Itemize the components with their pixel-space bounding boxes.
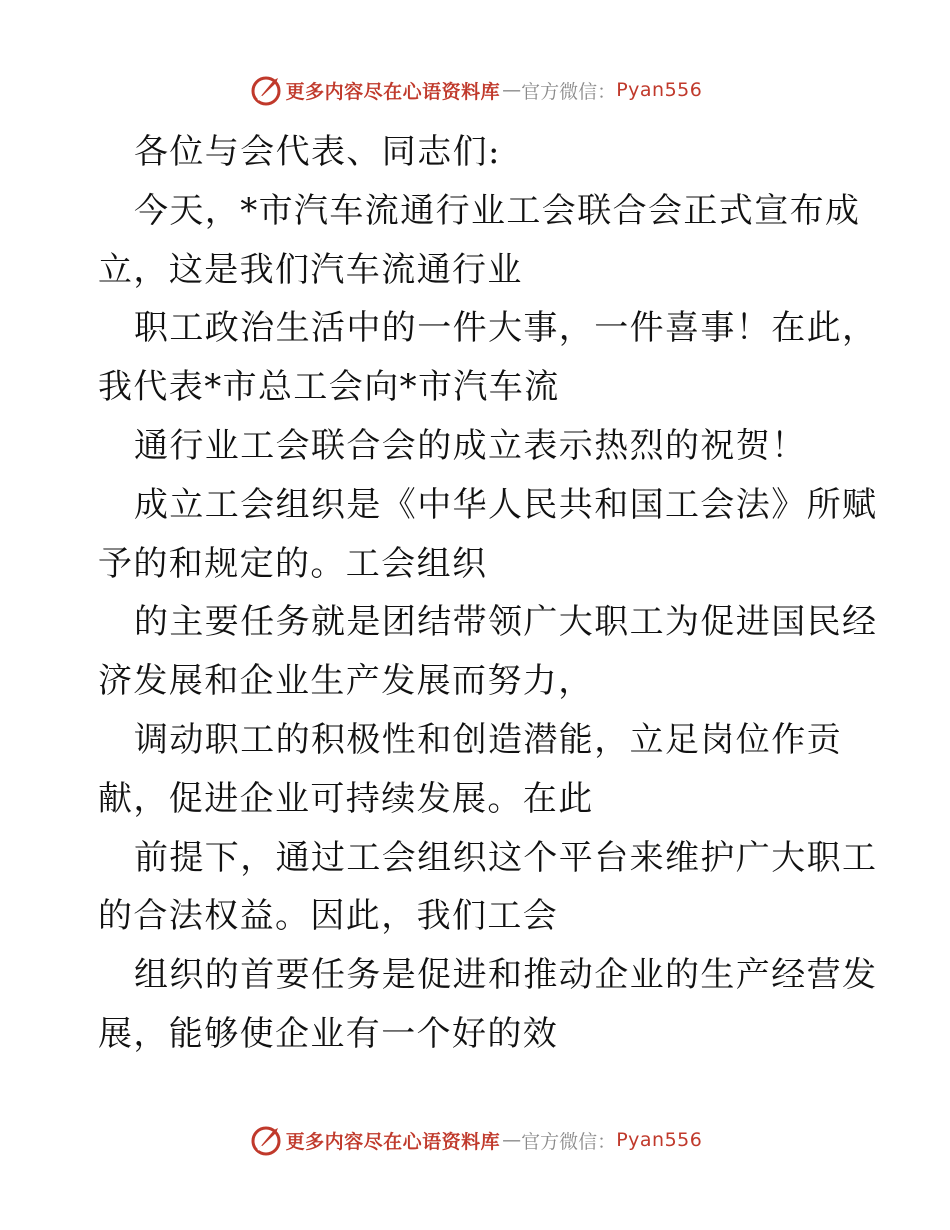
paragraph-line: 我代表*市总工会向*市汽车流: [98, 367, 560, 408]
watermark-account: Pyan556: [616, 1129, 703, 1151]
document-body: [98, 123, 878, 1064]
paragraph-line: 展，能够使企业有一个好的效: [98, 1013, 559, 1054]
watermark-official-text: 官方微信：: [521, 1130, 617, 1153]
watermark-main-text: 更多内容尽在心语资料库: [285, 80, 501, 103]
paragraph-line: 组织的首要任务是促进和推动企业的生产经营发: [134, 955, 878, 996]
footer-watermark: [0, 1120, 950, 1160]
paragraph-line: 成立工会组织是《中华人民共和国工会法》所赋: [134, 484, 878, 525]
paragraph-line: 济发展和企业生产发展而努力，: [98, 661, 594, 702]
paragraph-line: 立，这是我们汽车流通行业: [98, 249, 523, 290]
paragraph-line: 今天，*市汽车流通行业工会联合会正式宣布成: [134, 190, 861, 231]
header-watermark: [0, 70, 950, 110]
paragraph-line: 通行业工会联合会的成立表示热烈的祝贺！: [134, 425, 807, 466]
watermark-account: Pyan556: [616, 79, 703, 101]
paragraph-line: 的主要任务就是团结带领广大职工为促进国民经: [134, 602, 878, 643]
quill-logo-icon: [248, 72, 284, 108]
paragraph-line: 调动职工的积极性和创造潜能，立足岗位作贡: [134, 719, 842, 760]
paragraph-line: 各位与会代表、同志们:: [134, 132, 501, 172]
paragraph-line: 职工政治生活中的一件大事，一件喜事！在此，: [134, 308, 878, 349]
watermark-main-text: 更多内容尽在心语资料库: [285, 1130, 501, 1153]
paragraph-line: 前提下，通过工会组织这个平台来维护广大职工: [134, 837, 878, 878]
watermark-dash: —: [502, 1129, 520, 1151]
watermark-official-text: 官方微信：: [521, 80, 617, 103]
quill-logo-icon: [248, 1122, 284, 1158]
paragraph-line: 献，促进企业可持续发展。在此: [98, 778, 594, 819]
paragraph-line: 予的和规定的。工会组织: [98, 543, 488, 584]
watermark-dash: —: [502, 79, 520, 101]
paragraph-line: 的合法权益。因此，我们工会: [98, 896, 559, 937]
